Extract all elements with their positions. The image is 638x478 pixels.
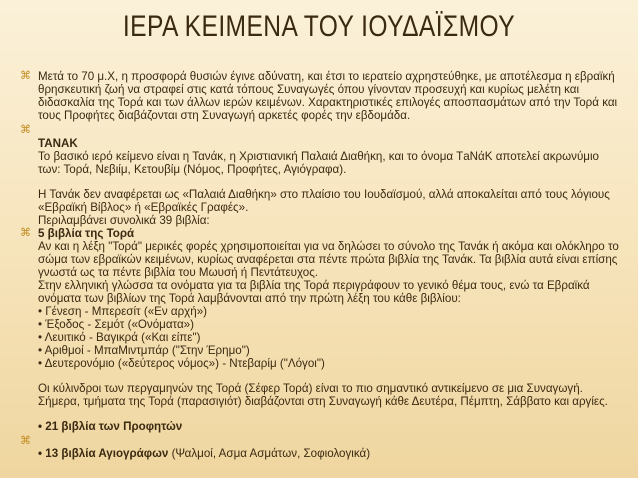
book-item: • Γένεση - Μπερεσίτ («Εν αρχή») bbox=[38, 305, 208, 318]
book-item: • Δευτερονόμιο («δεύτερος νόμος») - Ντεβαρίμ ("Λόγοι") bbox=[38, 357, 325, 370]
tanak-paragraph-3: Περιλαμβάνει συνολικά 39 βιβλία: bbox=[38, 214, 210, 227]
bullet-icon: ⌘ bbox=[20, 124, 31, 136]
torah-paragraph-2: Στην ελληνική γλώσσα τα ονόματα για τα βιβλία της Τορά περιγράφουν το γενικό θέμα τους, ενώ τα Εβραϊκά ονόματα των βιβλίων της Τορά λαμβάνονται από την πρώτη λέξη του κάθε βιβλίου: bbox=[38, 279, 590, 305]
book-item: • Έξοδος - Σεμότ («Ονόματα») bbox=[38, 318, 194, 331]
torah-paragraph: Αν και η λέξη "Τορά" μερικές φορές χρησιμοποιείται για να δηλώσει το σύνολο της Τανάκ ή ακόμα και ολόκληρο το σώμα των εβραϊκών κειμένων, κυρίως αναφέρεται στα πέντε πρώτα βιβλία της Τανάκ. Τα βιβλία αυτά είναι επίσης γνωστά ως τα πέντε βιβλία του Μωυσή ή Πεντάτευχος. bbox=[38, 240, 619, 279]
book-item: • Αριθμοί - ΜπαΜιντμπάρ ("Στην Έρημο") bbox=[38, 344, 250, 357]
intro-paragraph: Μετά το 70 μ.Χ, η προσφορά θυσιών έγινε αδύνατη, και έτσι το ιερατείο αχρηστεύθηκε, με αποτέλεσμα η εβραϊκή θρησκευτική ζωή να στραφεί στις κατά τόπους Συναγωγές όπου γίνονταν προσευχή και κυρίως μελέτη και διδασκαλία της Τορά και των άλλων ιερών κειμένων. Χαρακτηριστικές επιλογές αποσπασμάτων από την Τορά και τους Προφήτες διαβάζονται στη Συναγωγή αρκετές φορές την εβδομάδα. bbox=[38, 70, 618, 122]
list-item bbox=[20, 435, 620, 460]
scrolls-paragraph: Οι κύλινδροι των περγαμηνών της Τορά (Σέφερ Τορά) είναι το πιο σημαντικό αντικείμενο σε μια Συναγωγή. Σήμερα, τμήματα της Τορά (παρασιγιότ) διαβάζονται στη Συναγωγή κάθε Δευτέρα, Πέμπτη, Σάββατο και αργίες. bbox=[38, 382, 608, 408]
list-item bbox=[20, 227, 620, 433]
prophets-item: • 21 βιβλία των Προφητών bbox=[38, 420, 183, 433]
writings-label: • 13 βιβλία Αγιογράφων bbox=[38, 447, 169, 460]
list-item bbox=[20, 124, 620, 227]
tanak-paragraph: Το βασικό ιερό κείμενο είναι η Τανάκ, η Χριστιανική Παλαιά Διαθήκη, και το όνομα ΤaΝάΚ αποτελεί ακρωνύμιο των: Τορά, Νεβιίμ, Κετουβίμ (Νόμος, Προφήτες, Αγιόγραφα). bbox=[38, 150, 600, 176]
page-title: ΙΕΡΑ ΚΕΙΜΕΝΑ ΤΟΥ ΙΟΥΔΑΪΣΜΟΥ bbox=[122, 10, 516, 43]
slide-content bbox=[20, 70, 620, 460]
writings-item bbox=[38, 447, 620, 460]
tanak-paragraph-2: Η Τανάκ δεν αναφέρεται ως «Παλαιά Διαθήκη» στο πλαίσιο του Ιουδαϊσμού, αλλά αποκαλείται από τους λόγιους «Εβραϊκή Βίβλος» ή «Εβραϊκές Γραφές». bbox=[38, 188, 610, 214]
tanak-heading: TANAK bbox=[38, 137, 78, 150]
writings-detail: (Ψαλμοί, Ασμα Ασμάτων, Σοφιολογικά) bbox=[168, 447, 371, 460]
bullet-icon: ⌘ bbox=[20, 435, 31, 447]
bullet-icon: ⌘ bbox=[20, 70, 31, 82]
torah-heading: 5 βιβλία της Τορά bbox=[38, 227, 135, 240]
book-item: • Λευιτικό - Βαγικρά («Και είπε") bbox=[38, 331, 201, 344]
bullet-icon: ⌘ bbox=[20, 227, 31, 239]
list-item bbox=[20, 70, 620, 122]
